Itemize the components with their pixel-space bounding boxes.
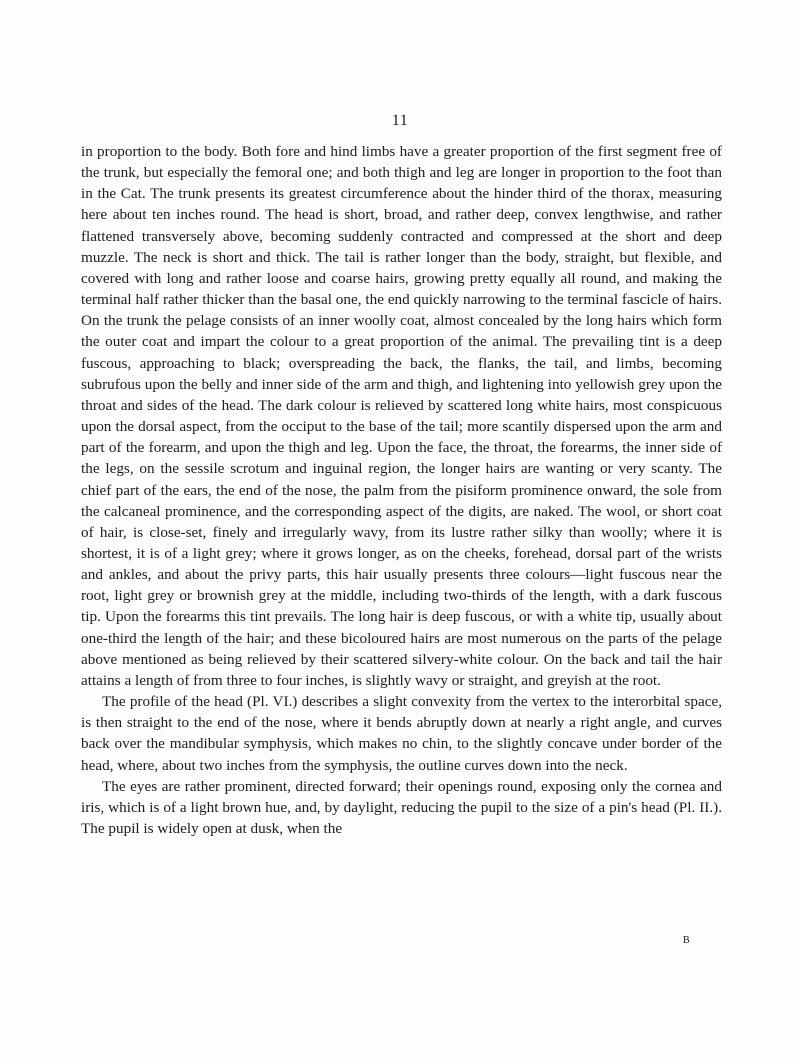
page-number: 11: [391, 112, 409, 129]
paragraph-head-profile: The profile of the head (Pl. VI.) describes a slight convexity from the vertex to the interorbital space, is then straight to the end of the nose, where it bends abruptly down at nearly a right angle, and curves back over the mandibular symphysis, which makes no chin, to the slightly concave under border of the head, where, about two inches from the symphysis, the outline curves down into the neck.: [81, 693, 722, 774]
paragraph-eyes: The eyes are rather prominent, directed forward; their openings round, exposing only the cornea and iris, which is of a light brown hue, and, by daylight, reducing the pupil to the size of a pin's head (Pl. II.). The pupil is widely open at dusk, when the: [81, 777, 722, 837]
paragraph-pelage: in proportion to the body. Both fore and hind limbs have a greater proportion of the first segment free of the trunk, but especially the femoral one; and both thigh and leg are longer in proportion to the foot than in the Cat. The trunk presents its greatest circumference about the hinder third of the thorax, measuring here about ten inches round. The head is short, broad, and rather deep, convex lengthwise, and rather flattened transversely above, becoming suddenly contracted and compressed at the short and deep muzzle. The neck is short and thick. The tail is rather longer than the body, straight, but flexible, and covered with long and rather loose and coarse hairs, growing pretty equally all round, and making the terminal half rather thicker than the basal one, the end quickly narrowing to the terminal fascicle of hairs. On the trunk the pelage consists of an inner woolly coat, almost concealed by the long hairs which form the outer coat and impart the colour to a great proportion of the animal. The prevailing tint is a deep fuscous, approaching to black; overspreading the back, the flanks, the tail, and limbs, becoming subrufous upon the belly and inner side of the arm and thigh, and lightening into yellowish grey upon the throat and sides of the head. The dark colour is relieved by scattered long white hairs, most conspicuous upon the dorsal aspect, from the occiput to the base of the tail; more scantily dispersed upon the arm and part of the forearm, and upon the thigh and leg. Upon the face, the throat, the forearms, the inner side of the legs, on the sessile scrotum and inguinal region, the longer hairs are wanting or very scanty. The chief part of the ears, the end of the nose, the palm from the pisiform prominence onward, the sole from the calcaneal prominence, and the corresponding aspect of the digits, are naked. The wool, or short coat of hair, is close-set, finely and irregularly wavy, from its lustre rather silky than woolly; where it is shortest, it is of a light grey; where it grows longer, as on the cheeks, forehead, dorsal part of the wrists and ankles, and about the privy parts, this hair usually presents three colours—light fuscous near the root, light grey or brownish grey at the middle, including two-thirds of the length, with a dark fuscous tip. Upon the forearms this tint prevails. The long hair is deep fuscous, or with a white tip, usually about one-third the length of the hair; and these bicoloured hairs are most numerous on the parts of the pelage above mentioned as being relieved by their scattered silvery-white colour. On the back and tail the hair attains a length of from three to four inches, is slightly wavy or straight, and greyish at the root.: [81, 143, 722, 689]
signature-mark: B: [683, 935, 691, 946]
body-text: [81, 141, 722, 839]
